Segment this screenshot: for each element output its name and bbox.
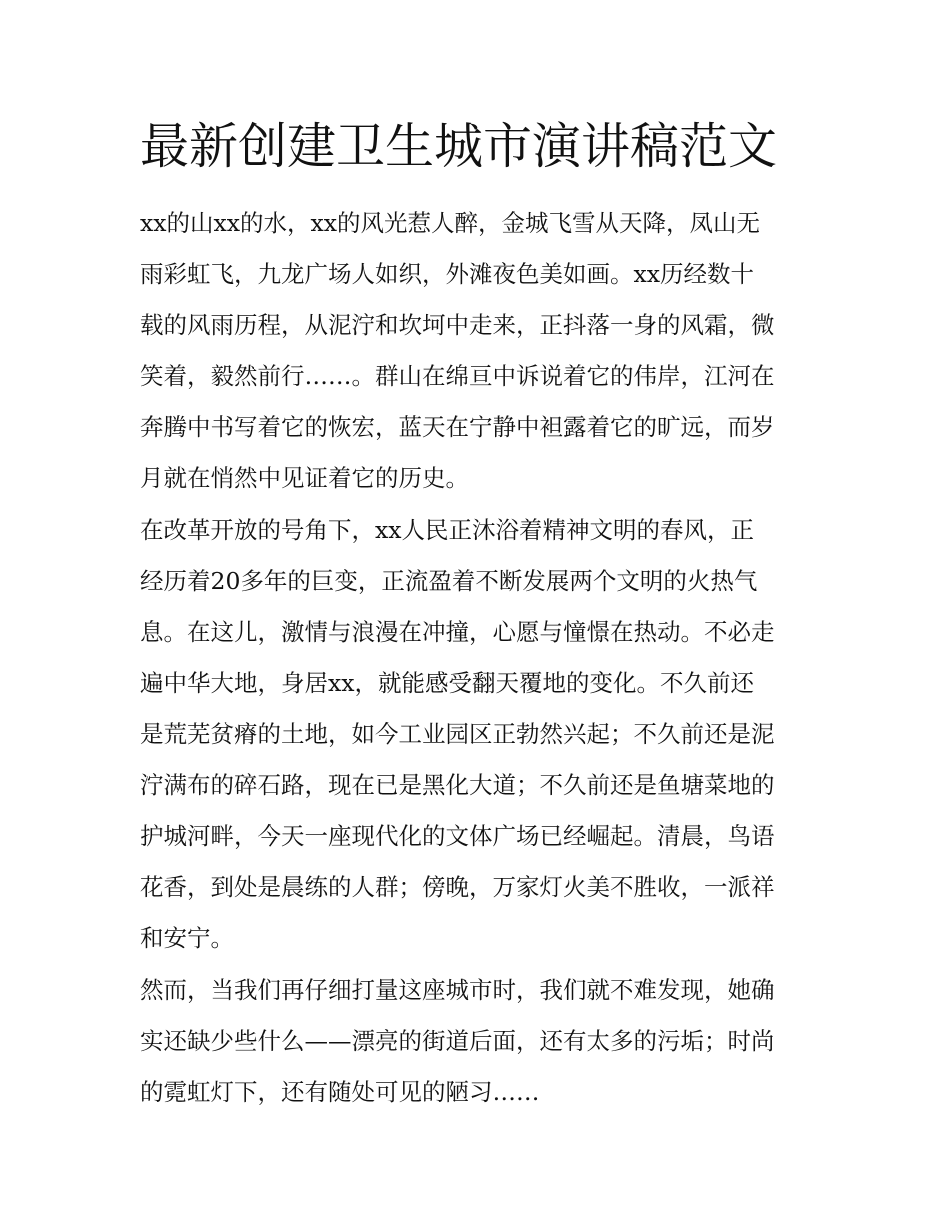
text-line: 实还缺少些什么——漂亮的街道后面，还有太多的污垢；时尚 <box>140 1027 775 1055</box>
text-line: 月就在悄然中见证着它的历史。 <box>140 464 469 492</box>
text-line: 经历着20多年的巨变，正流盈着不断发展两个文明的火热气 <box>140 567 758 595</box>
text-line: 和安宁。 <box>140 924 234 952</box>
text-line: 护城河畔，今天一座现代化的文体广场已经崛起。清晨，鸟语 <box>140 822 775 850</box>
paragraph-3 <box>140 965 820 1118</box>
paragraph-2 <box>140 505 820 964</box>
text-line: 遍中华大地，身居xx，就能感受翻天覆地的变化。不久前还 <box>140 669 755 697</box>
text-line: 奔腾中书写着它的恢宏，蓝天在宁静中袒露着它的旷远，而岁 <box>140 413 775 441</box>
text-line: xx的山xx的水，xx的风光惹人醉，金城飞雪从天降，凤山无 <box>140 209 761 237</box>
document-title: 最新创建卫生城市演讲稿范文 <box>140 118 778 175</box>
text-line: 笑着，毅然前行……。群山在绵亘中诉说着它的伟岸，江河在 <box>140 362 775 390</box>
text-line: 载的风雨历程，从泥泞和坎坷中走来，正抖落一身的风霜，微 <box>140 311 775 339</box>
text-line: 在改革开放的号角下，xx人民正沐浴着精神文明的春风，正 <box>140 516 755 544</box>
paragraph-1 <box>140 198 820 504</box>
text-line: 息。在这儿，激情与浪漫在冲撞，心愿与憧憬在热动。不必走 <box>140 618 775 646</box>
text-line: 雨彩虹飞，九龙广场人如织，外滩夜色美如画。xx历经数十 <box>140 260 755 288</box>
text-line: 是荒芜贫瘠的土地，如今工业园区正勃然兴起；不久前还是泥 <box>140 720 775 748</box>
text-line: 的霓虹灯下，还有随处可见的陋习…… <box>140 1078 540 1106</box>
text-line: 泞满布的碎石路，现在已是黑化大道；不久前还是鱼塘菜地的 <box>140 771 775 799</box>
text-line: 然而，当我们再仔细打量这座城市时，我们就不难发现，她确 <box>140 976 775 1004</box>
text-line: 花香，到处是晨练的人群；傍晚，万家灯火美不胜收，一派祥 <box>140 873 775 901</box>
document-body <box>140 198 820 1119</box>
